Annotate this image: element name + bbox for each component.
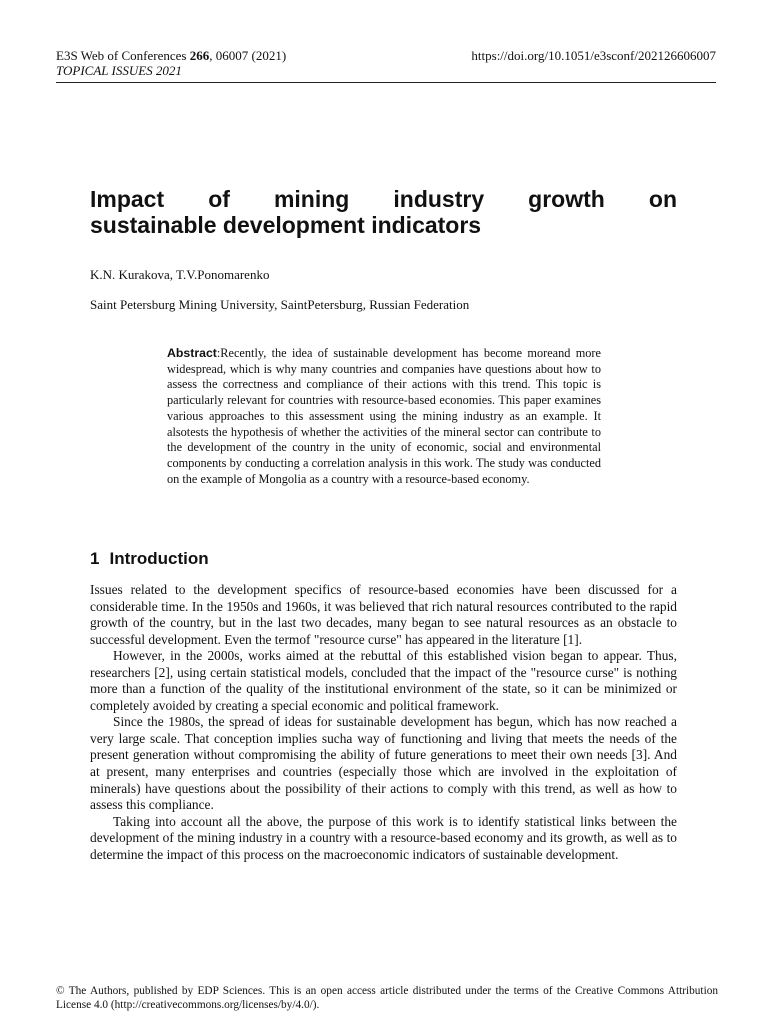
affiliation: Saint Petersburg Mining University, SaintPetersburg, Russian Federation <box>90 297 470 312</box>
section-heading <box>90 549 209 569</box>
header-divider <box>56 82 716 83</box>
paper-title <box>90 186 677 238</box>
section-number: 1 <box>90 549 100 568</box>
title-line-2: sustainable development indicators <box>90 212 482 238</box>
journal-volume: 266 <box>189 48 210 63</box>
topical-issues-label: TOPICAL ISSUES 2021 <box>56 63 182 78</box>
introduction-body <box>90 582 677 863</box>
license-footer: © The Authors, published by EDP Sciences. This is an open access article distributed under the terms of the Creative Commons Attribution License 4.0 (http://creativecommons.org/licenses/by/4.0/). <box>56 985 718 1011</box>
paragraph: Since the 1980s, the spread of ideas for sustainable development has begun, which has now reached a very large scale. That conception implies sucha way of functioning and living that meets the needs of the present generation without compromising the ability of future generations to meet their own needs [3]. And at present, many enterprises and countries (especially those which are involved in the exploitation of minerals) have questions about the possibility of their actions to comply with this trend, as well as how to assess this compliance. <box>90 714 677 813</box>
title-line-1: Impact of mining industry growth on <box>90 186 677 212</box>
doi-link[interactable]: https://doi.org/10.1051/e3sconf/202126606007 <box>471 48 716 63</box>
paragraph: Taking into account all the above, the purpose of this work is to identify statistical links between the development of the mining industry in a country with a resource-based economy and its growth, as well as to determine the impact of this process on the macroeconomic indicators of sustainable development. <box>90 813 677 862</box>
abstract-label: Abstract <box>167 346 217 360</box>
journal-citation: E3S Web of Conferences 266, 06007 (2021) <box>56 48 287 63</box>
journal-header <box>56 48 286 78</box>
abstract-text: :Recently, the idea of sustainable development has become moreand more widespread, which is why many countries and companies have questions about how to assess the correctness and compliance of their actions with this trend. This topic is particularly relevant for countries with resource-based economies. This paper examines various approaches to this assessment using the mining industry as an example. It alsotests the hypothesis of whether the activities of the mineral sector can contribute to the development of the country in the unity of economic, social and environmental components by conducting a correlation analysis in this work. The study was conducted on the example of Mongolia as a country with a resource-based economy. <box>167 346 601 486</box>
paragraph: However, in the 2000s, works aimed at the rebuttal of this established vision began to appear. Thus, researchers [2], using certain statistical models, concluded that the impact of the "resource curse" is nothing more than a function of the quality of the institutional environment of the state, so it can be minimized or completely avoided by creating a special economic and political framework. <box>90 648 677 713</box>
paragraph: Issues related to the development specifics of resource-based economies have been discussed for a considerable time. In the 1950s and 1960s, it was believed that rich natural resources contributed to the rapid growth of the country, but in the last two decades, many began to see natural resources as an obstacle to successful development. Even the termof "resource curse" has appeared in the literature [1]. <box>90 582 677 647</box>
section-title: Introduction <box>109 549 209 568</box>
authors: K.N. Kurakova, T.V.Ponomarenko <box>90 267 270 282</box>
abstract <box>167 346 601 487</box>
